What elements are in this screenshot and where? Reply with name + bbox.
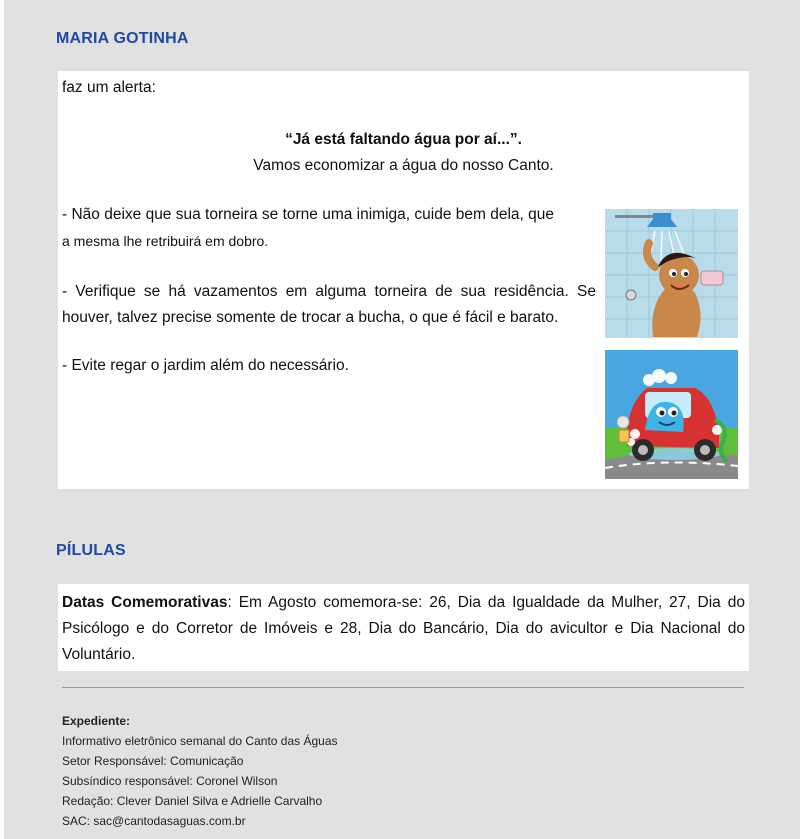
tip-faucet-line2: a mesma lhe retribuirá em dobro. xyxy=(62,233,269,249)
commemorative-dates-label: Datas Comemorativas xyxy=(62,594,228,611)
footer-line-newsletter: Informativo eletrônico semanal do Canto das Águas xyxy=(62,734,338,748)
alert-intro: faz um alerta: xyxy=(62,79,156,96)
footer-line-sac: SAC: sac@cantodasaguas.com.br xyxy=(62,814,246,828)
footer-line-sector: Setor Responsável: Comunicação xyxy=(62,754,244,768)
tip-faucet-line1: - Não deixe que sua torneira se torne uma inimiga, cuide bem dela, que xyxy=(62,206,554,223)
shower-boy-icon xyxy=(605,209,738,338)
quote-bold: “Já está faltando água por aí...”. xyxy=(285,131,522,148)
maria-gotinha-card xyxy=(58,71,749,489)
expediente-footer xyxy=(62,711,338,831)
quote-line: Vamos economizar a água do nosso Canto. xyxy=(253,157,554,174)
shower-illustration xyxy=(605,209,738,338)
pilulas-card xyxy=(58,584,749,671)
commemorative-dates-text xyxy=(62,590,745,668)
alert-quote xyxy=(62,127,745,179)
footer-line-redacao: Redação: Clever Daniel Silva e Adrielle Carvalho xyxy=(62,794,323,808)
pilulas-title: PÍLULAS xyxy=(56,542,126,559)
expediente-heading: Expediente: xyxy=(62,714,131,728)
car-wash-icon xyxy=(605,350,738,479)
footer-line-subsindico: Subsíndico responsável: Coronel Wilson xyxy=(62,774,278,788)
tip-leaks: - Verifique se há vazamentos em alguma torneira de sua residência. Se houver, talvez precise somente de trocar a bucha, o que é fácil e barato. xyxy=(62,283,596,326)
footer-divider xyxy=(62,687,744,688)
commemorative-dates-body: : Em Agosto comemora-se: 26, Dia da Igualdade da Mulher, 27, Dia do Psicólogo e do Corretor de Imóveis e 28, Dia do Bancário, Dia do avicultor e Dia Nacional do Voluntário. xyxy=(62,594,745,663)
car-wash-illustration xyxy=(605,350,738,479)
newsletter-page xyxy=(4,0,800,839)
tip-garden: - Evite regar o jardim além do necessário. xyxy=(62,357,349,374)
maria-gotinha-title: MARIA GOTINHA xyxy=(56,30,189,47)
tip-faucet xyxy=(62,202,596,255)
